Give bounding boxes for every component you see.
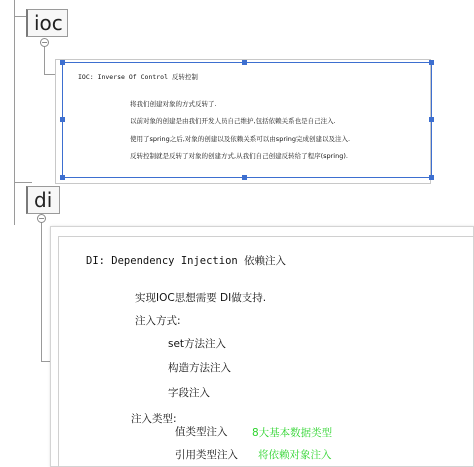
value-type-label: 值类型注入 bbox=[175, 426, 228, 438]
resize-handle[interactable] bbox=[429, 117, 434, 122]
node-label: ioc bbox=[34, 11, 63, 35]
resize-handle[interactable] bbox=[429, 175, 434, 180]
di-line: 实现IOC思想需要 DI做支持. bbox=[135, 292, 267, 304]
collapse-minus-icon[interactable]: − bbox=[38, 214, 45, 223]
di-heading: DI: Dependency Injection 依赖注入 bbox=[86, 255, 287, 267]
ioc-heading: IOC: Inverse Of Control 反转控制 bbox=[78, 73, 198, 81]
resize-handle[interactable] bbox=[60, 60, 65, 65]
collapse-minus-icon[interactable]: − bbox=[41, 38, 48, 47]
resize-handle[interactable] bbox=[242, 175, 247, 180]
resize-handle[interactable] bbox=[429, 60, 434, 65]
ioc-line: 以前对象的创建是由我们开发人员自己维护,包括依赖关系也是自己注入. bbox=[130, 117, 336, 125]
inject-method-item: 字段注入 bbox=[168, 387, 210, 399]
tree-connector bbox=[14, 16, 26, 17]
resize-handle[interactable] bbox=[60, 117, 65, 122]
ioc-line: 使用了spring之后,对象的创建以及依赖关系可以由spring完成创建以及注入. bbox=[130, 135, 351, 143]
tree-connector bbox=[44, 44, 45, 74]
value-type-note: 8大基本数据类型 bbox=[252, 427, 333, 439]
ref-type-label: 引用类型注入 bbox=[175, 449, 238, 461]
mindmap-node-di[interactable] bbox=[26, 186, 60, 214]
inject-method-item: 构造方法注入 bbox=[168, 362, 231, 374]
tree-connector bbox=[14, 182, 32, 183]
mindmap-node-ioc[interactable] bbox=[26, 9, 68, 37]
resize-handle[interactable] bbox=[242, 60, 247, 65]
tree-connector bbox=[14, 0, 15, 40]
tree-connector bbox=[41, 221, 42, 361]
inject-methods-title: 注入方式: bbox=[135, 315, 181, 327]
inject-types-title: 注入类型: bbox=[131, 413, 177, 425]
resize-handle[interactable] bbox=[60, 175, 65, 180]
node-label: di bbox=[34, 188, 53, 212]
ioc-line: 将我们创建对象的方式反转了. bbox=[130, 100, 217, 108]
inject-method-item: set方法注入 bbox=[168, 338, 227, 350]
ref-type-note: 将依赖对象注入 bbox=[258, 449, 332, 461]
ioc-line: 反转控制就是反转了对象的创建方式,从我们自己创建反转给了程序(spring). bbox=[130, 152, 348, 160]
tree-connector bbox=[14, 40, 15, 225]
